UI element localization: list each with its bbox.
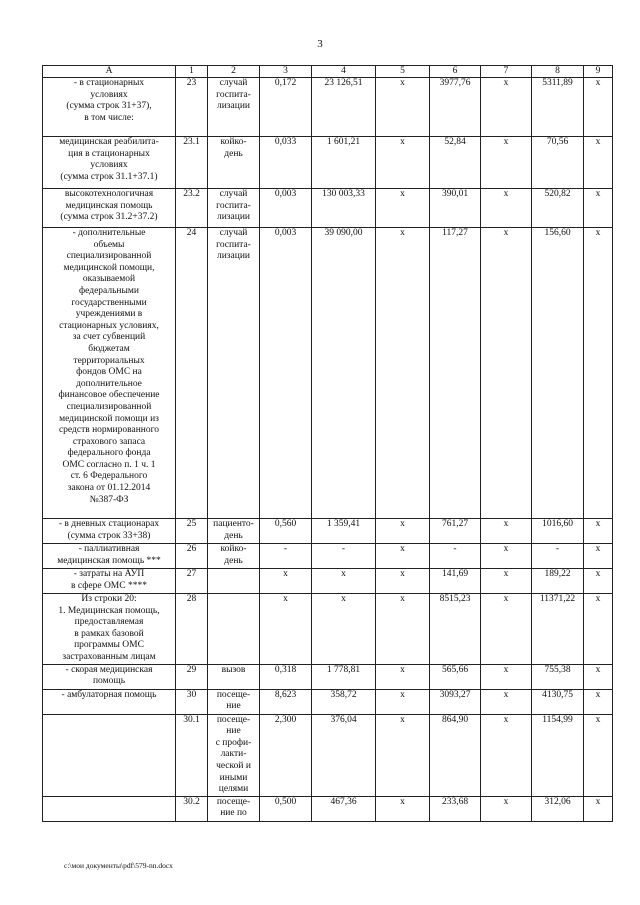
row-name-line: федеральными	[79, 285, 139, 296]
header-cell: А	[43, 66, 176, 78]
row-name-line: - скорая медицинская	[65, 664, 153, 675]
row-name-line: - дополнительные	[72, 228, 146, 238]
row-name-line: застрахованным лицам	[62, 651, 156, 662]
value-cell: х	[584, 544, 613, 569]
row-name-line: 1. Медицинская помощь,	[58, 605, 160, 616]
file-path-footer: c:\мои документы\pdf\579-nn.docx	[64, 861, 173, 870]
table-row	[43, 664, 613, 689]
row-code-cell: 30	[176, 689, 208, 714]
per-capita-cell: 390,01	[430, 189, 481, 228]
row-unit-line: посеще-	[216, 796, 251, 807]
row-name-line: средств нормированного	[58, 425, 160, 436]
row-name-line: территориальных	[73, 355, 145, 366]
row-unit-line: ние по	[220, 808, 247, 819]
value-cell: х	[376, 569, 430, 594]
table-row	[43, 569, 613, 594]
row-name-cell	[43, 519, 176, 544]
value-cell: х	[584, 519, 613, 544]
row-code-cell: 23	[176, 78, 208, 137]
row-unit-line: посеще-	[216, 714, 251, 725]
row-unit-line: случай	[219, 228, 248, 238]
row-name-line: ст. 6 Федерального	[70, 471, 148, 482]
row-name-line: №387-ФЗ	[89, 494, 129, 505]
cost-per-unit-cell: -	[312, 544, 376, 569]
per-capita-cell: 565,66	[430, 664, 481, 689]
row-unit-cell	[208, 569, 260, 594]
row-name-line: - затраты на АУП	[73, 569, 145, 579]
value-cell: х	[376, 189, 430, 228]
table-row	[43, 544, 613, 569]
row-name-cell	[43, 594, 176, 665]
row-unit-cell	[208, 519, 260, 544]
row-unit-cell	[208, 714, 260, 796]
per-capita-cell: 3977,76	[430, 78, 481, 137]
row-name-cell	[43, 228, 176, 519]
per-capita-cell: 52,84	[430, 137, 481, 189]
header-cell: 3	[260, 66, 312, 78]
row-name-line: объемы	[93, 239, 125, 250]
value-cell: х	[584, 228, 613, 519]
per-capita-cell: -	[430, 544, 481, 569]
volume-cell: 0,318	[260, 664, 312, 689]
row-unit-line: лакти-	[220, 749, 247, 760]
row-unit-cell	[208, 137, 260, 189]
row-unit-line: день	[224, 530, 243, 541]
value-cell: х	[584, 664, 613, 689]
volume-cell: 0,033	[260, 137, 312, 189]
value-cell: х	[481, 137, 532, 189]
row-unit-line: день	[224, 555, 243, 566]
row-name-line: - в дневных стационарах	[58, 519, 160, 529]
value-cell: х	[376, 78, 430, 137]
row-code-cell: 29	[176, 664, 208, 689]
total-cell: 520,82	[532, 189, 584, 228]
value-cell: х	[376, 689, 430, 714]
row-name-line: закона от 01.12.2014	[67, 483, 151, 494]
row-unit-line: случай	[219, 78, 248, 88]
row-name-line: помощь	[92, 676, 126, 687]
row-unit-line: ние	[226, 726, 241, 737]
total-cell: 755,38	[532, 664, 584, 689]
row-name-line: ция в стационарных	[68, 148, 150, 159]
row-name-line: государственными	[71, 297, 147, 308]
table-row	[43, 137, 613, 189]
value-cell: х	[481, 228, 532, 519]
row-name-line: медицинской помощи,	[63, 262, 155, 273]
row-unit-line: койко-	[220, 544, 247, 554]
row-name-line: медицинской помощи из	[59, 413, 159, 424]
value-cell: х	[481, 569, 532, 594]
row-unit-line: госпита-	[216, 239, 251, 250]
value-cell: х	[376, 594, 430, 665]
total-cell: 70,56	[532, 137, 584, 189]
per-capita-cell: 864,90	[430, 714, 481, 796]
row-unit-line: ческой и	[216, 760, 251, 771]
row-unit-cell	[208, 544, 260, 569]
row-unit-line: случай	[219, 189, 248, 199]
cost-per-unit-cell: 467,36	[312, 796, 376, 821]
row-name-cell	[43, 689, 176, 714]
row-unit-line: целями	[218, 784, 249, 795]
total-cell: 1016,60	[532, 519, 584, 544]
header-cell: 9	[584, 66, 613, 78]
row-name-cell	[43, 714, 176, 796]
row-name-line: страхового запаса	[72, 436, 146, 447]
volume-cell: х	[260, 594, 312, 665]
row-name-line: предоставляемая	[74, 617, 144, 628]
row-unit-line: лизации	[216, 251, 251, 262]
page-number: 3	[317, 38, 323, 50]
row-name-cell	[43, 796, 176, 821]
value-cell: х	[376, 714, 430, 796]
row-code-cell: 23.1	[176, 137, 208, 189]
row-unit-cell	[208, 594, 260, 665]
row-name-line: учреждениями в	[75, 309, 143, 320]
row-name-line: (сумма строк 31+37),	[66, 101, 152, 112]
cost-per-unit-cell: х	[312, 594, 376, 665]
cost-per-unit-cell: 358,72	[312, 689, 376, 714]
row-unit-cell	[208, 78, 260, 137]
header-cell: 5	[376, 66, 430, 78]
table-row	[43, 796, 613, 821]
cost-per-unit-cell: 1 601,21	[312, 137, 376, 189]
row-name-line: в сфере ОМС ****	[71, 580, 147, 591]
volume-cell: 2,300	[260, 714, 312, 796]
total-cell: 5311,89	[532, 78, 584, 137]
row-unit-line: иными	[219, 772, 248, 783]
row-name-line: (сумма строк 31.2+37.2)	[60, 212, 158, 223]
row-name-line: (сумма строк 31.1+37.1)	[60, 171, 158, 182]
total-cell: 4130,75	[532, 689, 584, 714]
cost-per-unit-cell: 23 126,51	[312, 78, 376, 137]
value-cell: х	[584, 689, 613, 714]
total-cell: 11371,22	[532, 594, 584, 665]
table-row	[43, 78, 613, 137]
table-row	[43, 189, 613, 228]
row-name-line: условиях	[90, 89, 128, 100]
value-cell: х	[481, 796, 532, 821]
value-cell: х	[584, 796, 613, 821]
row-name-line: ОМС согласно п. 1 ч. 1	[62, 459, 156, 470]
row-name-line: медицинская реабилита-	[59, 137, 159, 147]
header-cell: 6	[430, 66, 481, 78]
table-row	[43, 714, 613, 796]
row-unit-cell	[208, 228, 260, 519]
cost-per-unit-cell: 39 090,00	[312, 228, 376, 519]
row-name-line: условиях	[90, 160, 128, 171]
per-capita-cell: 117,27	[430, 228, 481, 519]
volume-cell: 0,003	[260, 189, 312, 228]
total-cell: 156,60	[532, 228, 584, 519]
row-name-line: в том числе:	[84, 112, 134, 123]
value-cell: х	[584, 569, 613, 594]
row-unit-line: посеще-	[216, 689, 251, 700]
row-unit-line: госпита-	[216, 89, 251, 100]
value-cell: х	[376, 544, 430, 569]
table-row	[43, 228, 613, 519]
value-cell: х	[584, 594, 613, 665]
value-cell: х	[481, 78, 532, 137]
row-code-cell: 25	[176, 519, 208, 544]
per-capita-cell: 3093,27	[430, 689, 481, 714]
row-unit-line: ние	[226, 701, 241, 712]
row-unit-line: лизации	[216, 101, 251, 112]
row-name-line: Из строки 20:	[81, 594, 137, 604]
per-capita-cell: 8515,23	[430, 594, 481, 665]
row-name-line: дополнительное	[76, 378, 142, 389]
table-row	[43, 594, 613, 665]
value-cell: х	[584, 189, 613, 228]
row-name-cell	[43, 569, 176, 594]
row-name-line: высокотехнологичная	[64, 189, 154, 199]
cost-per-unit-cell: х	[312, 569, 376, 594]
value-cell: х	[376, 137, 430, 189]
row-unit-cell	[208, 689, 260, 714]
header-cell: 4	[312, 66, 376, 78]
row-name-line: бюджетам	[88, 343, 130, 354]
value-cell: х	[481, 689, 532, 714]
volume-cell: 0,172	[260, 78, 312, 137]
row-code-cell: 30.2	[176, 796, 208, 821]
per-capita-cell: 233,68	[430, 796, 481, 821]
row-name-line: фондов ОМС на	[76, 367, 142, 378]
volume-cell: 8,623	[260, 689, 312, 714]
table-row	[43, 689, 613, 714]
row-name-line: - в стационарных	[73, 78, 145, 88]
row-name-line: оказываемой	[82, 274, 136, 285]
header-cell: 1	[176, 66, 208, 78]
row-name-line: (сумма строк 33+38)	[67, 530, 151, 541]
cost-per-unit-cell: 1 778,81	[312, 664, 376, 689]
row-unit-line: с профи-	[215, 737, 252, 748]
row-unit-line: вызов	[221, 664, 246, 675]
total-cell: -	[532, 544, 584, 569]
row-code-cell: 27	[176, 569, 208, 594]
row-code-cell: 23.2	[176, 189, 208, 228]
volume-cell: 0,003	[260, 228, 312, 519]
per-capita-cell: 761,27	[430, 519, 481, 544]
header-cell: 2	[208, 66, 260, 78]
row-unit-line: госпита-	[216, 200, 251, 211]
row-name-line: специализированной	[66, 401, 152, 412]
row-name-cell	[43, 78, 176, 137]
total-cell: 1154,99	[532, 714, 584, 796]
row-name-line: в рамках базовой	[74, 628, 144, 639]
row-name-cell	[43, 664, 176, 689]
row-code-cell: 24	[176, 228, 208, 519]
row-name-line: федерального фонда	[67, 448, 151, 459]
value-cell: х	[481, 664, 532, 689]
row-name-line: - паллиативная	[78, 544, 140, 554]
value-cell: х	[481, 714, 532, 796]
total-cell: 312,06	[532, 796, 584, 821]
value-cell: х	[481, 519, 532, 544]
row-name-line: финансовое обеспечение	[58, 390, 160, 401]
value-cell: х	[481, 594, 532, 665]
row-unit-cell	[208, 796, 260, 821]
value-cell: х	[481, 189, 532, 228]
volume-cell: х	[260, 569, 312, 594]
value-cell: х	[376, 664, 430, 689]
row-code-cell: 26	[176, 544, 208, 569]
row-code-cell: 28	[176, 594, 208, 665]
volume-cell: -	[260, 544, 312, 569]
row-unit-line: пациенто-	[213, 519, 254, 529]
table-row	[43, 519, 613, 544]
table-body	[43, 78, 613, 822]
volume-cell: 0,560	[260, 519, 312, 544]
header-cell: 8	[532, 66, 584, 78]
value-cell: х	[584, 137, 613, 189]
row-name-line: специализированной	[66, 251, 152, 262]
row-unit-line: койко-	[220, 137, 247, 147]
row-name-cell	[43, 189, 176, 228]
row-name-line: программы ОМС	[74, 640, 144, 651]
indicators-table	[42, 65, 613, 822]
cost-per-unit-cell: 376,04	[312, 714, 376, 796]
row-unit-cell	[208, 189, 260, 228]
cost-per-unit-cell: 1 359,41	[312, 519, 376, 544]
row-unit-cell	[208, 664, 260, 689]
value-cell: х	[376, 228, 430, 519]
value-cell: х	[376, 519, 430, 544]
row-name-line: - амбулаторная помощь	[61, 689, 157, 700]
per-capita-cell: 141,69	[430, 569, 481, 594]
header-cell: 7	[481, 66, 532, 78]
value-cell: х	[584, 714, 613, 796]
row-name-line: медицинская помощь ***	[57, 555, 161, 566]
row-name-line: медицинская помощь	[65, 200, 153, 211]
row-unit-line: день	[224, 148, 243, 159]
row-name-cell	[43, 137, 176, 189]
value-cell: х	[376, 796, 430, 821]
row-name-line: стационарных условиях,	[59, 320, 159, 331]
row-code-cell: 30.1	[176, 714, 208, 796]
volume-cell: 0,500	[260, 796, 312, 821]
table-header-row	[43, 66, 613, 78]
total-cell: 189,22	[532, 569, 584, 594]
cost-per-unit-cell: 130 003,33	[312, 189, 376, 228]
value-cell: х	[481, 544, 532, 569]
row-name-line: за счет субвенций	[72, 332, 146, 343]
value-cell: х	[584, 78, 613, 137]
row-name-cell	[43, 544, 176, 569]
row-unit-line: лизации	[216, 212, 251, 223]
